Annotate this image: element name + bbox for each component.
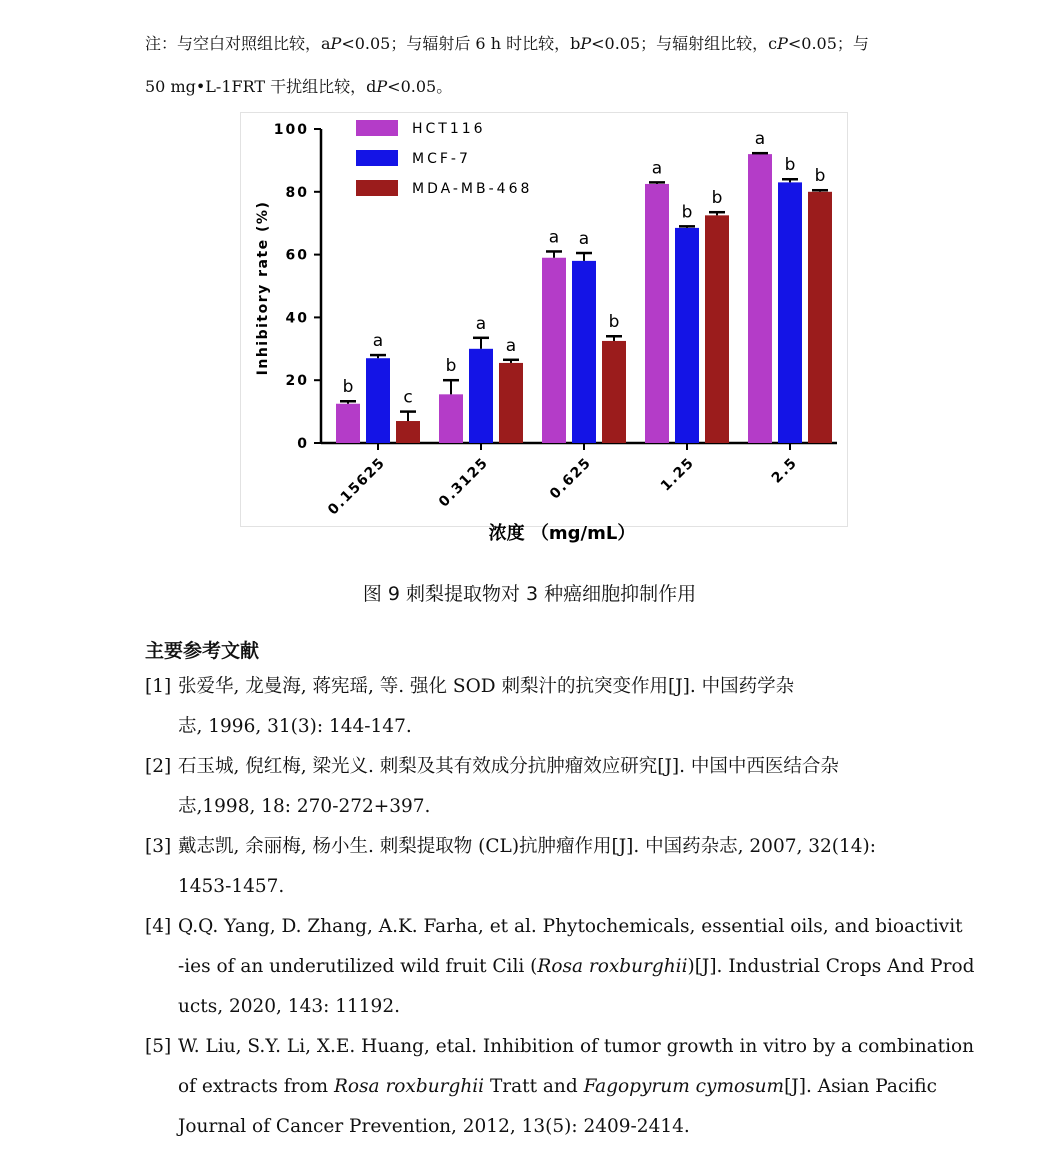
reference-segment: Q.Q. Yang, D. Zhang, A.K. Farha, et al. Phytochemicals, essential oils, and bioactivit xyxy=(178,916,963,937)
significance-label: b xyxy=(681,202,693,223)
reference-item xyxy=(145,747,945,827)
reference-segment: 1453-1457. xyxy=(178,876,285,897)
reference-number: [5] xyxy=(145,1036,172,1057)
bar-chart xyxy=(240,112,848,550)
reference-line xyxy=(178,1107,945,1147)
bar-mda-mb-468-2.5 xyxy=(808,192,832,443)
x-tick-label: 0.15625 xyxy=(325,454,389,519)
figure-note-line-1: 注：与空白对照组比较，aP<0.05；与辐射后 6 h 时比较，bP<0.05；与辐射组比较，cP<0.05；与 xyxy=(145,34,869,53)
reference-text xyxy=(145,827,945,907)
significance-label: b xyxy=(814,166,826,187)
y-tick-label: 60 xyxy=(285,247,309,264)
significance-label: b xyxy=(342,377,354,398)
italic-species-name: Rosa roxburghii xyxy=(537,956,688,977)
bar-mcf-7-0.3125 xyxy=(469,349,493,443)
bar-mcf-7-2.5 xyxy=(778,182,802,443)
significance-label: a xyxy=(372,331,384,352)
x-tick-label: 1.25 xyxy=(657,454,698,495)
reference-segment: 志,1998, 18: 270-272+397. xyxy=(178,796,431,817)
y-tick-label: 20 xyxy=(285,373,309,390)
legend-label: MCF-7 xyxy=(412,151,471,167)
reference-segment: Tratt and xyxy=(484,1076,584,1097)
reference-item xyxy=(145,827,945,907)
bar-mda-mb-468-1.25 xyxy=(705,215,729,443)
x-tick-label: 0.625 xyxy=(546,454,595,503)
reference-line xyxy=(178,867,945,907)
reference-segment: ucts, 2020, 143: 11192. xyxy=(178,996,400,1017)
bar-hct116-0.625 xyxy=(542,258,566,443)
y-tick-label: 0 xyxy=(297,436,309,452)
reference-segment: )[J]. Industrial Crops And Prod xyxy=(687,956,975,977)
italic-species-name: Fagopyrum cymosum xyxy=(583,1076,785,1097)
figure-caption: 图 9 刺梨提取物对 3 种癌细胞抑制作用 xyxy=(362,583,697,605)
reference-number: [3] xyxy=(145,836,172,857)
reference-segment: Journal of Cancer Prevention, 2012, 13(5): 2409-2414. xyxy=(178,1116,690,1137)
x-tick-label: 2.5 xyxy=(768,454,801,487)
reference-segment: -ies of an underutilized wild fruit Cili ( xyxy=(178,956,538,977)
significance-label: b xyxy=(608,312,620,333)
legend-label: MDA-MB-468 xyxy=(412,181,533,197)
reference-segment: 石玉城, 倪红梅, 梁光义. 刺梨及其有效成分抗肿瘤效应研究[J]. 中国中西医结合杂 xyxy=(178,756,839,777)
legend-swatch-mda-mb-468 xyxy=(356,180,398,196)
legend-swatch-hct116 xyxy=(356,120,398,136)
bar-mda-mb-468-0.625 xyxy=(602,341,626,443)
reference-text xyxy=(145,1027,975,1147)
significance-label: b xyxy=(445,356,457,377)
significance-label: b xyxy=(711,188,723,209)
significance-label: c xyxy=(403,387,413,408)
reference-segment: 戴志凯, 余丽梅, 杨小生. 刺梨提取物 (CL)抗肿瘤作用[J]. 中国药杂志, 2007, 32(14): xyxy=(178,836,877,857)
reference-item xyxy=(145,1027,975,1147)
bar-mda-mb-468-0.15625 xyxy=(396,421,420,443)
significance-label: a xyxy=(651,158,663,179)
y-tick-label: 40 xyxy=(285,310,309,327)
reference-text xyxy=(145,747,945,827)
reference-item xyxy=(145,667,945,747)
reference-segment: of extracts from xyxy=(178,1076,334,1097)
reference-segment: 志, 1996, 31(3): 144-147. xyxy=(178,716,412,737)
references-heading: 主要参考文献 xyxy=(145,640,260,662)
x-axis-title: 浓度 （mg/mL） xyxy=(488,523,636,544)
reference-line xyxy=(178,1067,945,1107)
bar-hct116-1.25 xyxy=(645,184,669,443)
y-axis-title: Inhibitory rate (%) xyxy=(255,200,271,376)
significance-label: a xyxy=(548,227,560,248)
significance-label: b xyxy=(784,155,796,176)
bar-mcf-7-1.25 xyxy=(675,228,699,443)
reference-line xyxy=(178,667,945,707)
reference-line xyxy=(178,827,945,867)
reference-text xyxy=(145,667,945,747)
legend-swatch-mcf-7 xyxy=(356,150,398,166)
x-tick-label: 0.3125 xyxy=(435,454,492,511)
bar-mcf-7-0.625 xyxy=(572,261,596,443)
reference-line xyxy=(178,747,945,787)
significance-label: a xyxy=(505,335,517,356)
reference-number: [4] xyxy=(145,916,172,937)
figure-note-line-2: 50 mg•L-1FRT 干扰组比较，dP<0.05。 xyxy=(145,77,453,96)
y-tick-label: 80 xyxy=(285,184,309,201)
y-tick-label: 100 xyxy=(273,122,309,138)
bar-hct116-2.5 xyxy=(748,154,772,443)
significance-label: a xyxy=(475,313,487,334)
reference-item xyxy=(145,907,975,1027)
bar-hct116-0.15625 xyxy=(336,404,360,443)
reference-line xyxy=(178,787,945,827)
legend-label: HCT116 xyxy=(412,121,486,137)
bar-mda-mb-468-0.3125 xyxy=(499,363,523,443)
reference-segment: 张爱华, 龙曼海, 蒋宪瑶, 等. 强化 SOD 刺梨汁的抗突变作用[J]. 中国药学杂 xyxy=(178,676,795,697)
bar-mcf-7-0.15625 xyxy=(366,358,390,443)
bar-hct116-0.3125 xyxy=(439,394,463,443)
significance-label: a xyxy=(754,129,766,150)
reference-line xyxy=(178,907,963,947)
reference-line xyxy=(178,987,945,1027)
reference-line xyxy=(178,707,945,747)
reference-line xyxy=(178,947,975,987)
reference-text xyxy=(145,907,975,1027)
italic-species-name: Rosa roxburghii xyxy=(333,1076,485,1097)
chart-svg xyxy=(240,112,848,550)
reference-line xyxy=(178,1027,975,1067)
reference-number: [2] xyxy=(145,756,172,777)
reference-segment: W. Liu, S.Y. Li, X.E. Huang, etal. Inhibition of tumor growth in vitro by a combination xyxy=(178,1036,975,1057)
reference-number: [1] xyxy=(145,676,172,697)
significance-label: a xyxy=(578,229,590,250)
reference-segment: [J]. Asian Pacific xyxy=(784,1076,937,1097)
